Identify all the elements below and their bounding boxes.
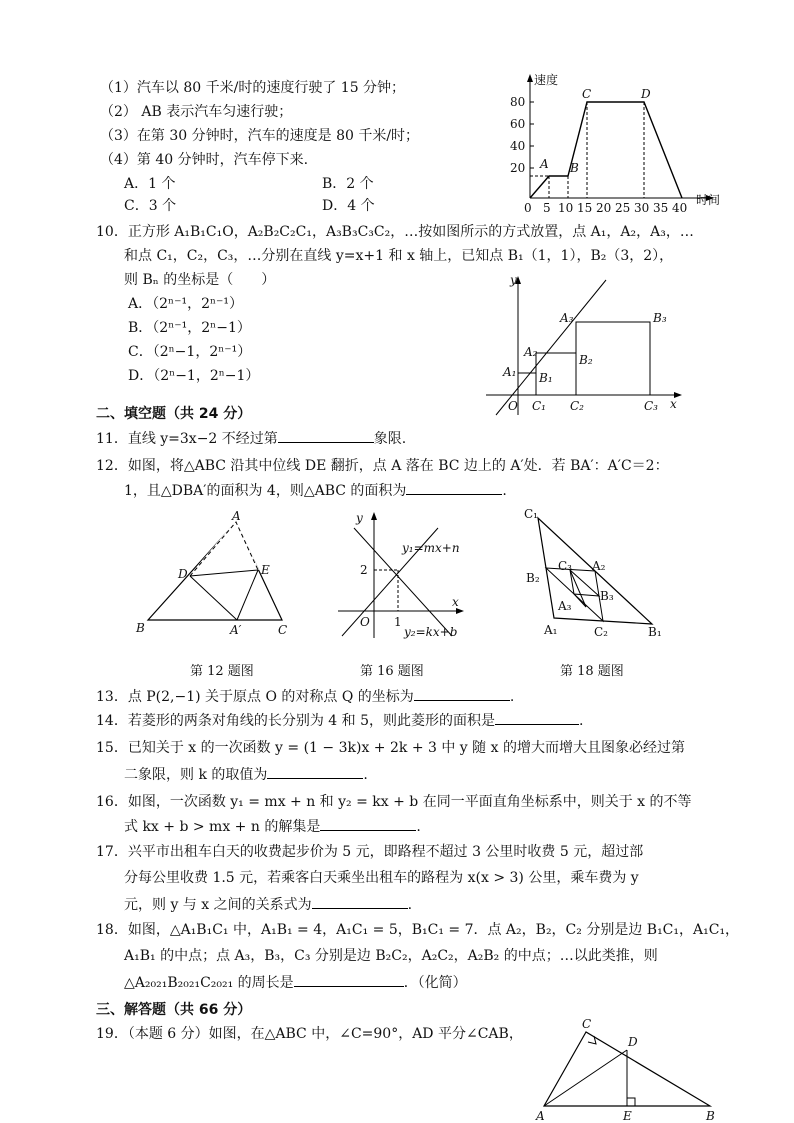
q19-line-1: 19．（本题 6 分）如图，在△ABC 中，∠C=90°，AD 平分∠CAB， <box>96 1026 523 1042</box>
point-label-a: A <box>540 157 549 171</box>
x-tick: 5 <box>543 201 551 215</box>
q14-answer-blank[interactable] <box>495 710 579 725</box>
y-tick: 20 <box>510 161 526 175</box>
fig16-label-y: y <box>356 511 363 525</box>
caption-fig-18: 第 18 题图 <box>560 664 624 679</box>
q9-statement-4: （4）第 40 分钟时，汽车停下来. <box>100 152 309 168</box>
axis-y-label: y <box>510 273 517 287</box>
speed-line <box>530 102 682 198</box>
fig19-label-e: E <box>623 1109 632 1123</box>
caption-fig-12: 第 12 题图 <box>190 664 254 679</box>
fig16-label-y2: y₂=kx+b <box>404 625 458 639</box>
point-label-c: C <box>582 87 592 101</box>
fig18-label-a2: A₂ <box>592 559 606 573</box>
fig12-label-d: D <box>178 567 188 581</box>
x-tick: 0 <box>524 201 532 215</box>
x-axis-label: 时间 <box>696 193 721 207</box>
fig18-label-c1: C₁ <box>524 507 538 521</box>
x-tick: 20 <box>596 201 612 215</box>
fig19-label-a: A <box>536 1109 545 1123</box>
label-c1: C₁ <box>532 399 546 413</box>
fig16-label-2: 2 <box>360 563 368 577</box>
fig18-label-c3: C₃ <box>558 559 572 573</box>
label-a2: A₂ <box>524 345 538 359</box>
q9-option-b: B．2 个 <box>322 176 374 192</box>
fig18-label-c2: C₂ <box>594 625 608 639</box>
q18-line-3: △A₂₀₂₁B₂₀₂₁C₂₀₂₁ 的周长是 ．（化简） <box>124 972 467 993</box>
y-tick: 80 <box>510 95 526 109</box>
fig18-label-b2: B₂ <box>526 571 540 585</box>
q10-option-b: B．（2ⁿ⁻¹，2ⁿ−1） <box>128 320 251 336</box>
fig18-label-b1: B₁ <box>648 625 662 639</box>
q9-statement-3: （3）在第 30 分钟时，汽车的速度是 80 千米/时； <box>100 128 420 144</box>
q16-answer-blank[interactable] <box>320 816 416 831</box>
q16-line-2: 式 kx + b > mx + n 的解集是 . <box>124 816 421 837</box>
q10-option-c: C．（2ⁿ−1，2ⁿ⁻¹） <box>128 344 252 360</box>
q9-option-d: D．4 个 <box>322 198 375 214</box>
y-tick: 40 <box>510 139 526 153</box>
label-c2: C₂ <box>570 399 584 413</box>
x-tick: 30 <box>634 201 650 215</box>
y-axis-label: 速度 <box>534 73 559 87</box>
fig19-label-b: B <box>706 1109 715 1123</box>
q16-line-1: 16．如图，一次函数 y₁ = mx + n 和 y₂ = kx + b 在同一平面直角坐标系中，则关于 x 的不等 <box>96 794 692 810</box>
q10-line-1: 10．正方形 A₁B₁C₁O，A₂B₂C₂C₁，A₃B₃C₃C₂，…按如图所示的方式放置，点 A₁，A₂，A₃，… <box>96 224 694 240</box>
figure-19 <box>530 1014 730 1122</box>
fig12-label-c: C <box>278 623 288 637</box>
q9-statement-1: （1）汽车以 80 千米/时的速度行驶了 15 分钟； <box>100 80 406 96</box>
q18-answer-blank[interactable] <box>294 972 404 987</box>
fig16-label-1: 1 <box>394 615 402 629</box>
x-tick: 25 <box>615 201 631 215</box>
figure-16 <box>328 508 478 648</box>
fig12-label-e: E <box>261 563 270 577</box>
q9-statement-2: （2） AB 表示汽车匀速行驶； <box>100 104 293 120</box>
q15-line-1: 15．已知关于 x 的一次函数 y = (1 − 3k)x + 2k + 3 中 y 随 x 的增大而增大且图象必经过第 <box>96 740 685 756</box>
x-tick: 35 <box>653 201 669 215</box>
fig16-label-x: x <box>452 595 459 609</box>
fig16-label-y1: y₁=mx+n <box>402 541 460 555</box>
point-label-b: B <box>570 161 579 175</box>
q15-answer-blank[interactable] <box>267 764 363 779</box>
q13-answer-blank[interactable] <box>414 686 510 701</box>
q17-line-1: 17．兴平市出租车白天的收费起步价为 5 元，即路程不超过 3 公里时收费 5 元，超过部 <box>96 844 644 860</box>
fig19-label-c: C <box>582 1017 592 1031</box>
section-3-heading: 三、解答题（共 66 分） <box>96 1002 252 1018</box>
q10-option-a: A．（2ⁿ⁻¹，2ⁿ⁻¹） <box>128 296 244 312</box>
caption-fig-16: 第 16 题图 <box>360 664 424 679</box>
fig12-label-a: A <box>232 509 241 523</box>
label-c3: C₃ <box>644 399 658 413</box>
label-a1: A₁ <box>503 365 517 379</box>
label-b3: B₃ <box>653 311 667 325</box>
q10-line-2: 和点 C₁，C₂，C₃，…分别在直线 y=x+1 和 x 轴上，已知点 B₁（1，1），B₂（3，2）， <box>124 248 674 264</box>
q17-line-3: 元，则 y 与 x 之间的关系式为 . <box>124 894 412 915</box>
fig19-label-d: D <box>628 1035 638 1049</box>
q17-answer-blank[interactable] <box>312 894 408 909</box>
x-tick: 15 <box>577 201 593 215</box>
label-b2: B₂ <box>579 353 593 367</box>
label-a3: A₃ <box>560 311 574 325</box>
figure-18 <box>524 506 674 646</box>
point-label-d: D <box>641 87 651 101</box>
fig18-label-b3: B₃ <box>600 589 614 603</box>
squares-figure <box>486 270 686 420</box>
q11-answer-blank[interactable] <box>278 428 374 443</box>
section-2-heading: 二、填空题（共 24 分） <box>96 406 252 422</box>
q12-answer-blank[interactable] <box>406 480 502 495</box>
q18-line-1: 18．如图，△A₁B₁C₁ 中，A₁B₁ = 4，A₁C₁ = 5，B₁C₁ = 7．点 A₂，B₂，C₂ 分别是边 B₁C₁，A₁C₁， <box>96 922 740 938</box>
q18-line-2: A₁B₁ 的中点；点 A₃，B₃，C₃ 分别是边 B₂C₂，A₂C₂，A₂B₂ 的中点；…以此类推，则 <box>124 948 658 964</box>
axis-x-label: x <box>670 397 677 411</box>
speed-time-graph <box>500 66 730 214</box>
fig16-label-o: O <box>360 615 370 629</box>
q14: 14．若菱形的两条对角线的长分别为 4 和 5，则此菱形的面积是 . <box>96 710 583 731</box>
q10-option-d: D．（2ⁿ−1，2ⁿ−1） <box>128 368 260 384</box>
q9-option-c: C．3 个 <box>124 198 177 214</box>
fig18-label-a3: A₃ <box>558 599 572 613</box>
q13: 13．点 P(2,−1) 关于原点 O 的对称点 Q 的坐标为 . <box>96 686 514 707</box>
q17-line-2: 分每公里收费 1.5 元，若乘客白天乘坐出租车的路程为 x(x > 3) 公里，乘车费为 y <box>124 870 639 886</box>
q9-option-a: A．1 个 <box>124 176 176 192</box>
label-b1: B₁ <box>539 371 553 385</box>
q12-line-1: 12．如图，将△ABC 沿其中位线 DE 翻折，点 A 落在 BC 边上的 A′处．若 BA′：A′C＝2： <box>96 458 669 474</box>
x-tick: 40 <box>672 201 688 215</box>
figure-12 <box>130 509 300 642</box>
x-tick: 10 <box>558 201 574 215</box>
y-tick: 60 <box>510 117 526 131</box>
q12-line-2: 1，且△DBA′的面积为 4，则△ABC 的面积为 . <box>124 480 507 501</box>
fig12-label-a-prime: A′ <box>230 623 242 637</box>
fig18-label-a1: A₁ <box>544 623 558 637</box>
fig12-label-b: B <box>136 621 145 635</box>
q15-line-2: 二象限，则 k 的取值为 . <box>124 764 368 785</box>
q10-line-3: 则 Bₙ 的坐标是（ ） <box>124 272 276 288</box>
q11: 11．直线 y=3x−2 不经过第 象限. <box>96 428 406 449</box>
origin-label: O <box>508 399 518 413</box>
